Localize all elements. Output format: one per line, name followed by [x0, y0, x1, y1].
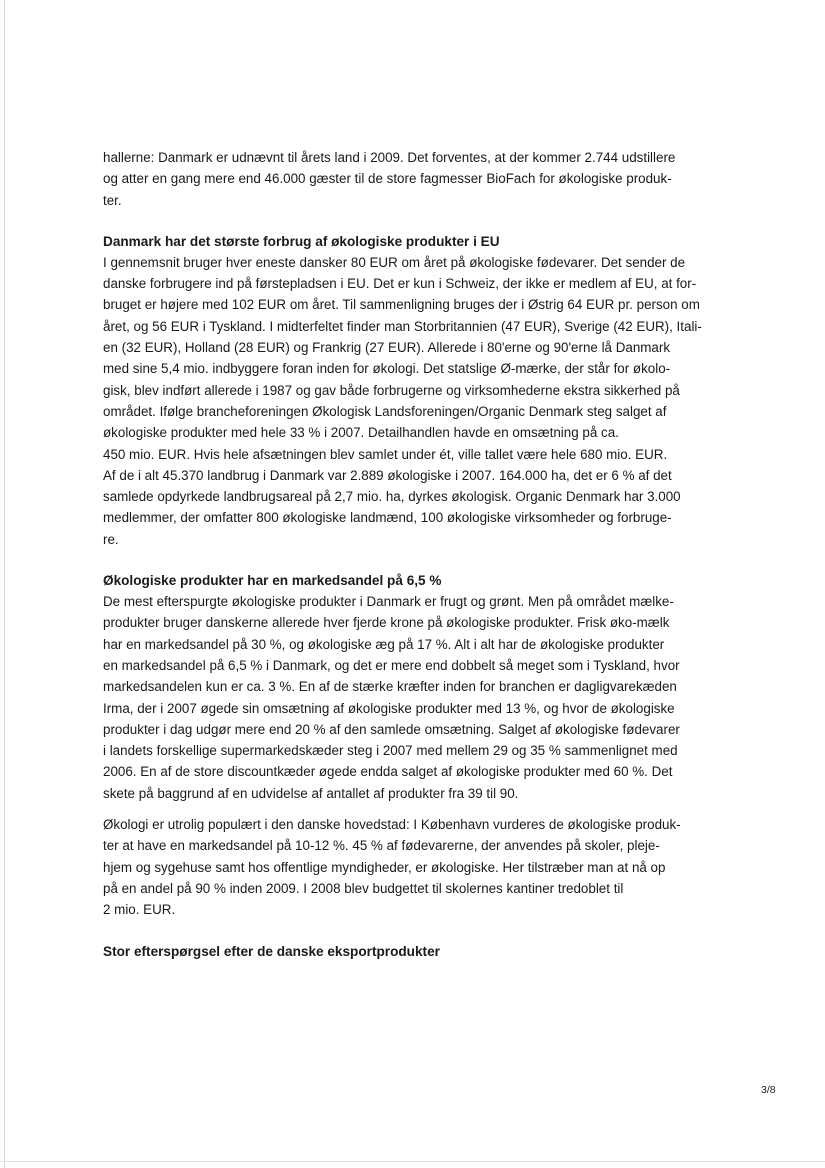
text-line: har en markedsandel på 30 %, og økologiske æg på 17 %. Alt i alt har de økologiske produkter [103, 636, 665, 652]
section2-paragraph-2 [103, 814, 706, 920]
text-line: samlede opdyrkede landbrugsareal på 2,7 mio. ha, dyrkes økologisk. Organic Denmark har 3.000 [103, 489, 681, 505]
text-line: bruget er højere med 102 EUR om året. Til sammenligning bruges der i Østrig 64 EUR pr. person om [103, 297, 700, 313]
text-line: 2 mio. EUR. [103, 902, 176, 918]
intro-paragraph [103, 147, 706, 211]
section-heading-export-demand: Stor efterspørgsel efter de danske eksportprodukter [103, 943, 440, 959]
text-line: 2006. En af de store discountkæder øgede endda salget af økologiske produkter med 60 %. Det [103, 764, 673, 780]
document-body [103, 147, 706, 962]
text-line: re. [103, 531, 119, 547]
text-line: året, og 56 EUR i Tyskland. I midterfeltet finder man Storbritannien (47 EUR), Sverige (42 EUR), Itali- [103, 318, 702, 334]
text-line: ter. [103, 192, 122, 208]
text-line: I gennemsnit bruger hver eneste dansker 80 EUR om året på økologiske fødevarer. Det sender de [103, 254, 686, 270]
text-line: en (32 EUR), Holland (28 EUR) og Frankrig (27 EUR). Allerede i 80'erne og 90'erne lå Danmark [103, 340, 671, 356]
text-line: produkter bruger danskerne allerede hver fjerde krone på økologiske produkter. Frisk øko-mælk [103, 615, 670, 631]
text-line: og atter en gang mere end 46.000 gæster til de store fagmesser BioFach for økologiske produk- [103, 171, 672, 187]
text-line: økologiske produkter med hele 33 % i 2007. Detailhandlen havde en omsætning på ca. [103, 425, 619, 441]
text-line: produkter i dag udgør mere end 20 % af den samlede omsætning. Salget af økologiske fødevarer [103, 721, 680, 737]
page-edge-bottom [0, 1161, 825, 1162]
text-line: i landets forskellige supermarkedskæder steg i 2007 med mellem 29 og 35 % sammenlignet med [103, 743, 678, 759]
text-line: 450 mio. EUR. Hvis hele afsætningen blev samlet under ét, ville tallet være hele 680 mio. EUR. [103, 446, 668, 462]
page-number: 3/8 [761, 1084, 776, 1096]
text-line: skete på baggrund af en udvidelse af antallet af produkter fra 39 til 90. [103, 785, 519, 801]
section-heading-market-share: Økologiske produkter har en markedsandel på 6,5 % [103, 573, 442, 589]
text-line: med sine 5,4 mio. indbyggere foran inden for økologi. Det statslige Ø-mærke, der står for økolo- [103, 361, 671, 377]
text-line: ter at have en markedsandel på 10-12 %. 45 % af fødevarerne, der anvendes på skoler, pleje- [103, 838, 660, 854]
text-line: hjem og sygehuse samt hos offentlige myndigheder, er økologiske. Her tilstræber man at nå op [103, 859, 666, 875]
text-line: markedsandelen kun er ca. 3 %. En af de stærke kræfter inden for branchen er dagligvarekæden [103, 679, 677, 695]
text-line: Økologi er utrolig populært i den danske hovedstad: I København vurderes de økologiske produk- [103, 817, 681, 833]
section1-paragraph [103, 252, 706, 550]
section2-paragraph-1 [103, 591, 706, 804]
text-line: medlemmer, der omfatter 800 økologiske landmænd, 100 økologiske virksomheder og forbruge- [103, 510, 672, 526]
text-line: gisk, blev indført allerede i 1987 og gav både forbrugerne og virksomhederne ekstra sikkerhed på [103, 382, 680, 398]
section-heading-largest-consumption: Danmark har det største forbrug af økologiske produkter i EU [103, 233, 500, 249]
text-line: på en andel på 90 % inden 2009. I 2008 blev budgettet til skolernes kantiner tredoblet til [103, 880, 624, 896]
text-line: hallerne: Danmark er udnævnt til årets land i 2009. Det forventes, at der kommer 2.744 udstillere [103, 150, 676, 165]
text-line: området. Ifølge brancheforeningen Økologisk Landsforeningen/Organic Denmark steg salget af [103, 403, 667, 419]
page-edge-left [4, 0, 5, 1168]
text-line: danske forbrugere ind på førstepladsen i EU. Det er kun i Schweiz, der ikke er medlem af EU, at for- [103, 276, 697, 292]
text-line: De mest efterspurgte økologiske produkter i Danmark er frugt og grønt. Men på området mælke- [103, 594, 674, 610]
text-line: Af de i alt 45.370 landbrug i Danmark var 2.889 økologiske i 2007. 164.000 ha, det er 6 % af det [103, 467, 672, 483]
text-line: en markedsandel på 6,5 % i Danmark, og det er mere end dobbelt så meget som i Tyskland, hvor [103, 657, 680, 673]
text-line: Irma, der i 2007 øgede sin omsætning af økologiske produkter med 13 %, og hvor de økologiske [103, 700, 675, 716]
